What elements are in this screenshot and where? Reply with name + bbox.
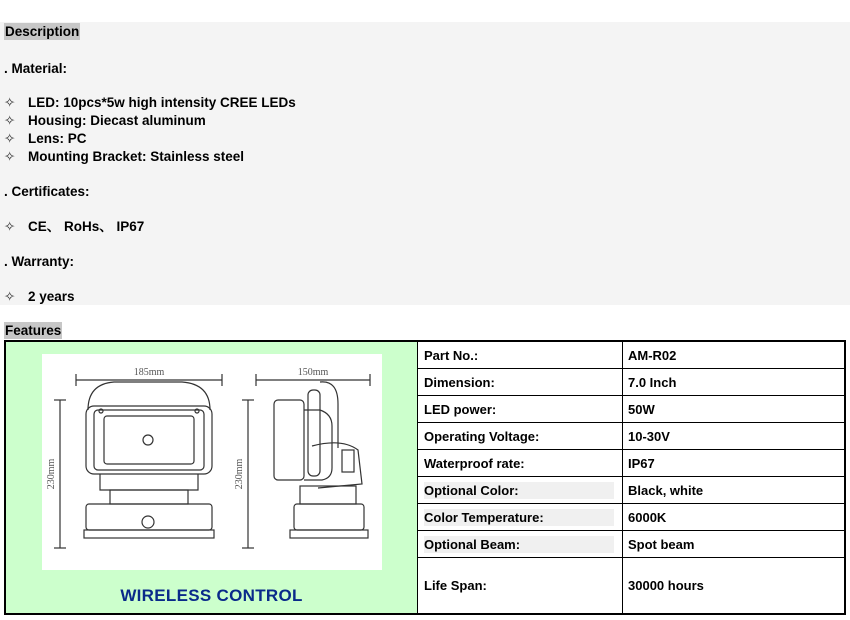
material-item: ✧ Housing: Diecast aluminum (4, 113, 206, 128)
spec-row-part-no (418, 342, 844, 369)
bullet-icon: ✧ (4, 219, 16, 234)
spec-row-optional-color (418, 477, 844, 504)
warranty-title: . Warranty: (4, 254, 75, 269)
spec-value: 7.0 Inch (628, 374, 677, 390)
material-item: ✧ Lens: PC (4, 131, 87, 146)
features-table (4, 340, 846, 615)
spec-value: 6000K (628, 509, 667, 525)
bullet-icon: ✧ (4, 149, 16, 164)
spec-row-color-temperature (418, 504, 844, 531)
certificates-item: ✧ CE、 RoHs、 IP67 (4, 219, 145, 234)
spec-row-life-span (418, 558, 844, 613)
bullet-icon: ✧ (4, 131, 16, 146)
spec-row-dimension (418, 369, 844, 396)
spec-value: 30000 hours (628, 578, 704, 593)
features-heading: Features (5, 323, 62, 338)
spec-label: Part No.: (424, 347, 479, 363)
spec-value: Spot beam (628, 536, 695, 552)
description-heading: Description (5, 24, 80, 39)
spec-value: AM-R02 (628, 347, 677, 363)
product-drawing (42, 354, 382, 570)
spec-value: Black, white (628, 482, 704, 498)
bullet-icon: ✧ (4, 95, 16, 110)
material-item: ✧ Mounting Bracket: Stainless steel (4, 149, 245, 164)
spec-value: 10-30V (628, 428, 670, 444)
front-height-label: 230mm (46, 458, 57, 490)
spec-label: Waterproof rate: (424, 455, 525, 471)
front-width-label: 185mm (133, 367, 165, 378)
spec-row-optional-beam (418, 531, 844, 558)
spec-label: Optional Beam: (424, 536, 614, 553)
bullet-icon: ✧ (4, 289, 16, 304)
material-title: . Material: (4, 61, 68, 76)
spec-label: Dimension: (424, 374, 495, 390)
wireless-control-caption: WIRELESS CONTROL (120, 586, 303, 605)
product-image-cell (6, 342, 418, 613)
spec-label: Life Span: (424, 578, 487, 593)
spec-label: Optional Color: (424, 482, 614, 499)
spec-row-operating-voltage (418, 423, 844, 450)
spec-row-waterproof-rate (418, 450, 844, 477)
spec-value: 50W (628, 401, 655, 417)
spec-label: LED power: (424, 401, 497, 417)
certificates-title: . Certificates: (4, 184, 90, 199)
side-width-label: 150mm (297, 367, 329, 378)
spec-label: Color Temperature: (424, 509, 614, 526)
side-height-label: 230mm (234, 458, 245, 490)
material-item: ✧ LED: 10pcs*5w high intensity CREE LEDs (4, 95, 296, 110)
spec-value: IP67 (628, 455, 655, 471)
spec-row-led-power (418, 396, 844, 423)
bullet-icon: ✧ (4, 113, 16, 128)
warranty-item: ✧ 2 years (4, 289, 75, 304)
spec-label: Operating Voltage: (424, 428, 540, 444)
